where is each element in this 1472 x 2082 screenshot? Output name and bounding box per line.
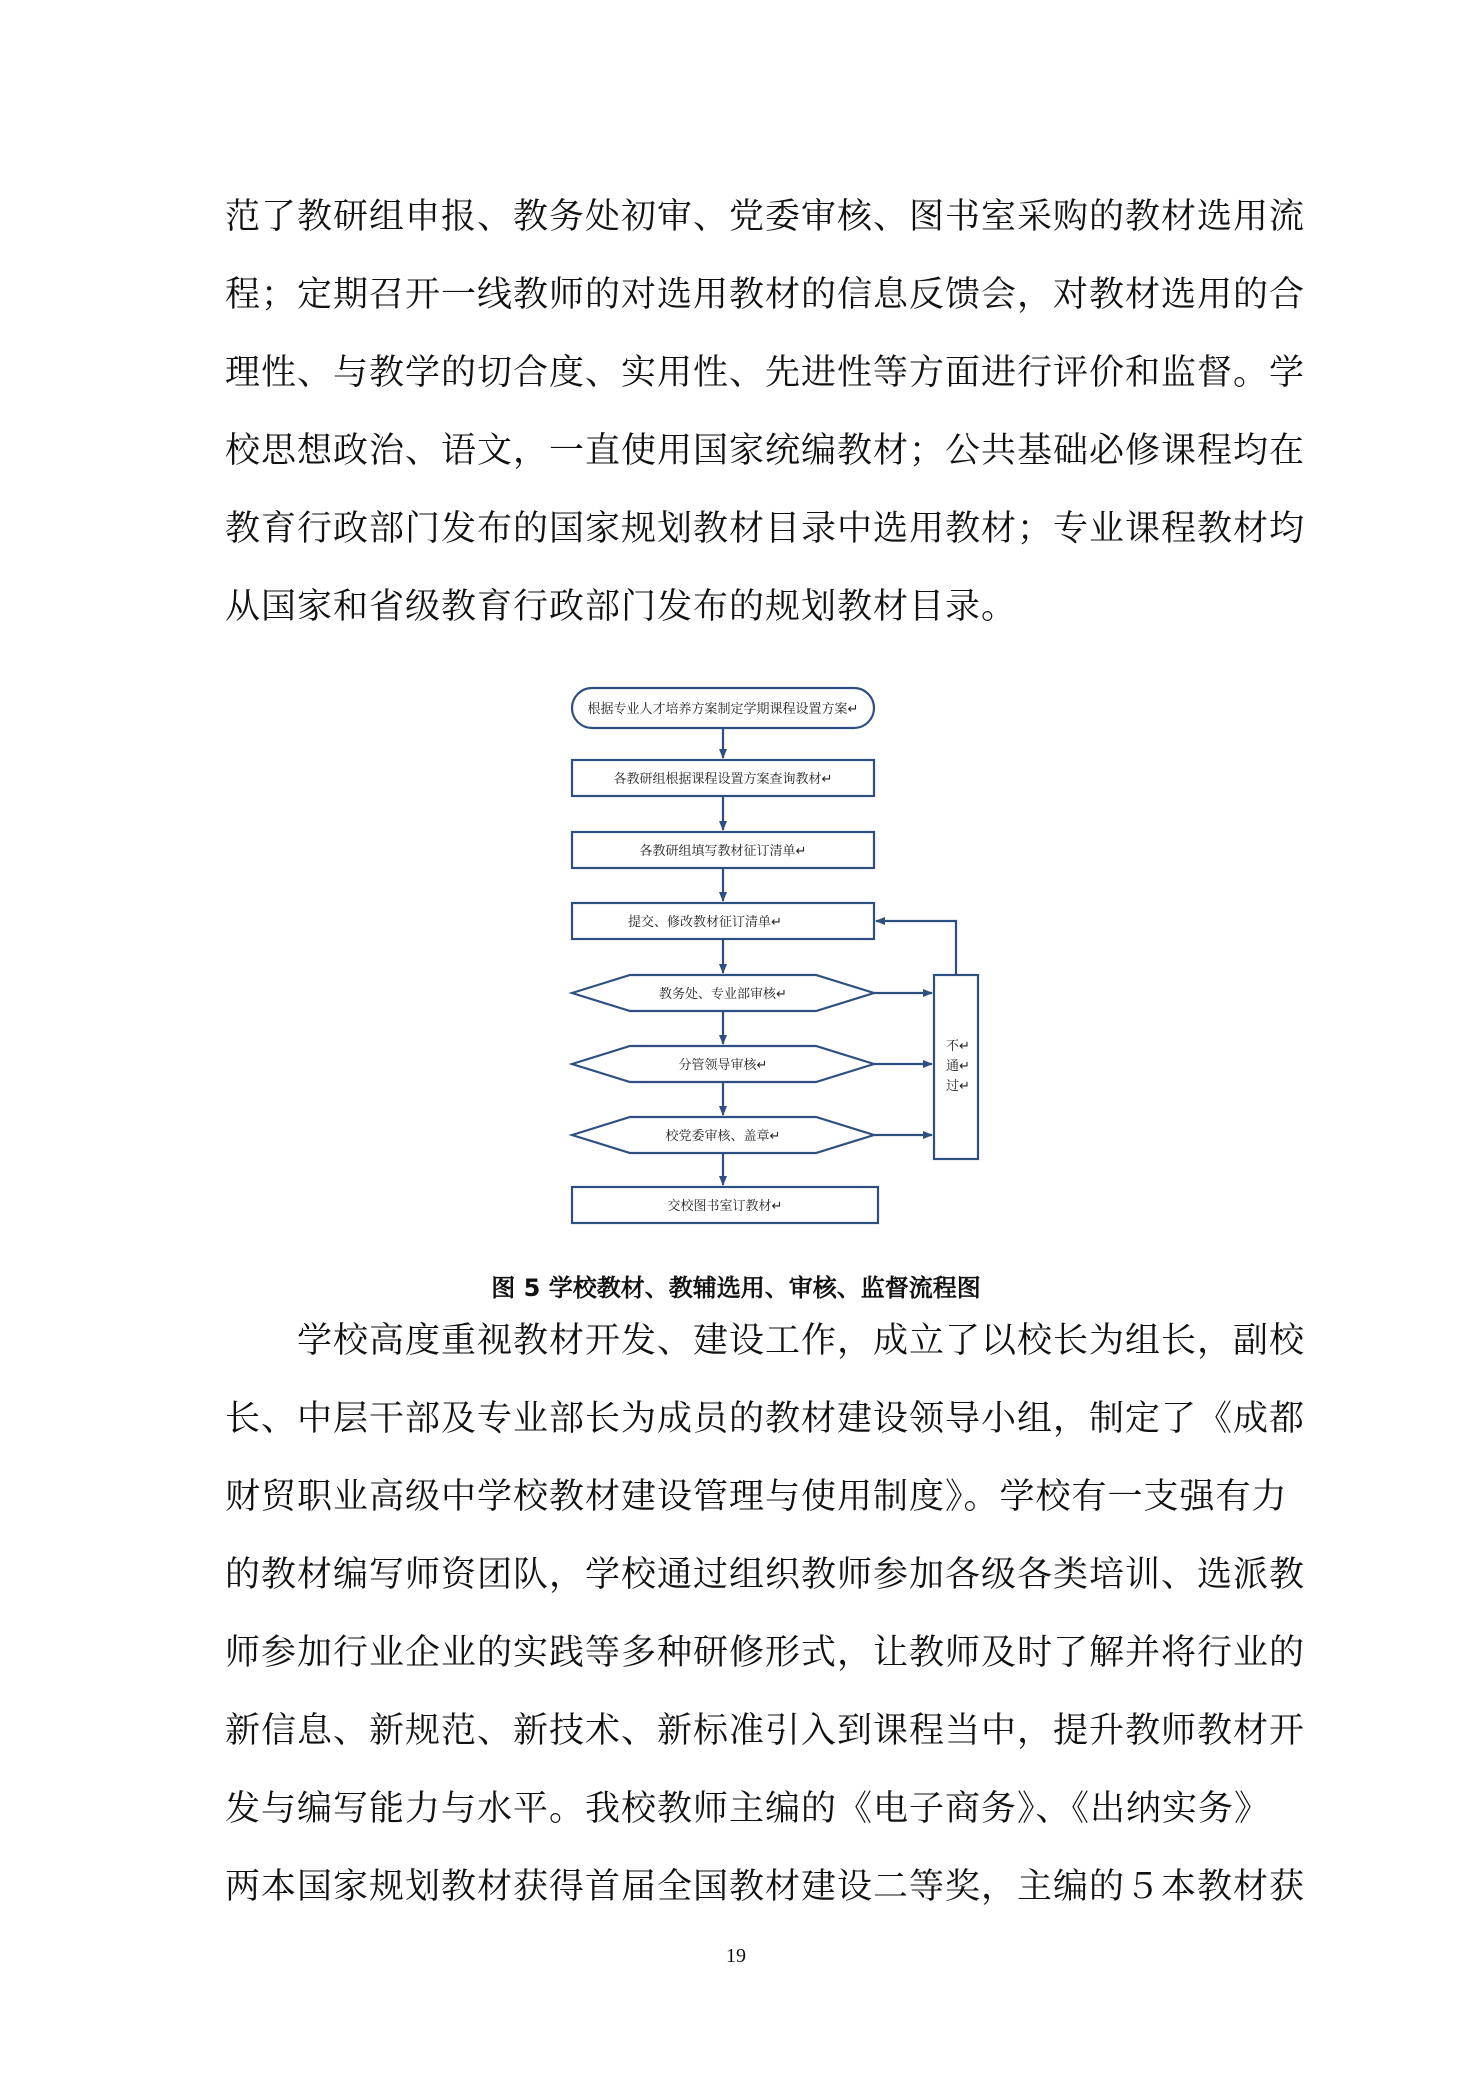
flow-review1-label: 教务处、专业部审核↵: [659, 987, 787, 1002]
text-line: 教育行政部门发布的国家规划教材目录中选用教材；专业课程教材均: [225, 509, 1306, 549]
flow-end-label: 交校图书室订教材↵: [667, 1199, 783, 1214]
text-line: 程；定期召开一线教师的对选用教材的信息反馈会，对教材选用的合: [225, 275, 1306, 315]
text-line: 范了教研组申报、教务处初审、党委审核、图书室采购的教材选用流: [225, 197, 1306, 237]
flow-review2-label: 分管领导审核↵: [678, 1058, 768, 1073]
text-line: 从国家和省级教育行政部门发布的规划教材目录。: [225, 587, 1018, 627]
flow-feedback-arrow: [876, 921, 956, 975]
flow-reject-label: 过↵: [946, 1079, 970, 1094]
text-line: 财贸职业高级中学校教材建设管理与使用制度》。学校有一支强有力: [225, 1477, 1288, 1517]
flow-step2-label: 各教研组填写教材征订清单↵: [639, 844, 807, 859]
flow-step3-label: 提交、修改教材征订清单↵: [628, 915, 782, 930]
text-line: 新信息、新规范、新技术、新标准引入到课程当中，提升教师教材开: [225, 1711, 1306, 1751]
text-line: 两本国家规划教材获得首届全国教材建设二等奖，主编的５本教材获: [225, 1867, 1306, 1907]
text-line: 师参加行业企业的实践等多种研修形式，让教师及时了解并将行业的: [225, 1633, 1306, 1673]
text-line: 发与编写能力与水平。我校教师主编的《电子商务》、《出纳实务》: [225, 1789, 1271, 1829]
flow-step1-label: 各教研组根据课程设置方案查询教材↵: [613, 772, 833, 787]
figure-caption: 图 5 学校教材、教辅选用、审核、监督流程图: [491, 1274, 981, 1302]
text-line: 校思想政治、语文，一直使用国家统编教材；公共基础必修课程均在: [225, 431, 1306, 471]
flow-review3-label: 校党委审核、盖章↵: [665, 1129, 781, 1144]
page-number: 19: [726, 1945, 746, 1967]
text-line: 长、中层干部及专业部长为成员的教材建设领导小组，制定了《成都: [225, 1399, 1306, 1439]
text-line: 的教材编写师资团队，学校通过组织教师参加各级各类培训、选派教: [225, 1555, 1306, 1595]
flow-reject-label: 通↵: [946, 1059, 970, 1074]
flow-reject-label: 不↵: [946, 1039, 970, 1054]
text-line: 学校高度重视教材开发、建设工作，成立了以校长为组长，副校: [225, 1321, 1306, 1361]
flow-start-label: 根据专业人才培养方案制定学期课程设置方案↵: [587, 702, 859, 717]
text-line: 理性、与教学的切合度、实用性、先进性等方面进行评价和监督。学: [225, 353, 1306, 393]
